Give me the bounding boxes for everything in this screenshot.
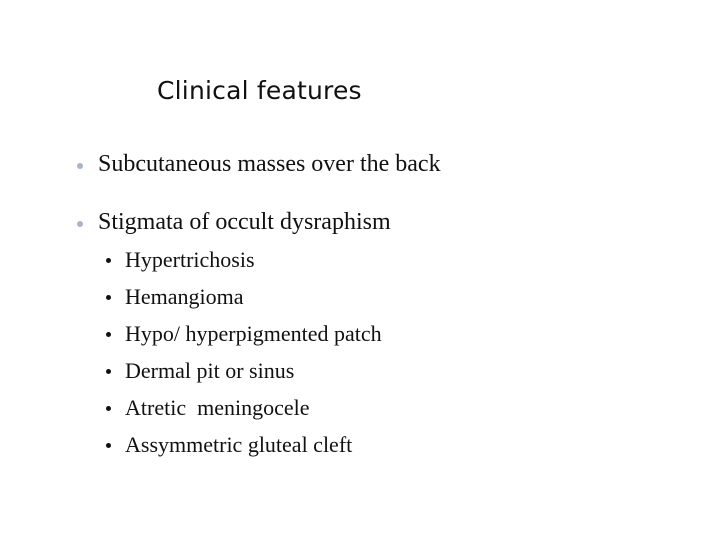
slide-title: Clinical features — [157, 76, 362, 105]
bullet-text: Stigmata of occult dysraphism — [98, 209, 391, 235]
sub-bullet-dot-icon — [106, 295, 111, 300]
sub-bullet-text: Atretic meningocele — [125, 395, 310, 420]
bullet-text: Subcutaneous masses over the back — [98, 151, 441, 177]
sub-bullet-text: Hypo/ hyperpigmented patch — [125, 321, 382, 346]
sub-bullet-text: Dermal pit or sinus — [125, 358, 295, 383]
sub-bullet-dot-icon — [106, 443, 111, 448]
bullet-dot-icon — [77, 221, 83, 227]
sub-bullet-dot-icon — [106, 332, 111, 337]
sub-bullet-dot-icon — [106, 369, 111, 374]
sub-bullet-dot-icon — [106, 258, 111, 263]
sub-bullet-dot-icon — [106, 406, 111, 411]
bullet-dot-icon — [77, 163, 83, 169]
sub-bullet-text: Assymmetric gluteal cleft — [125, 432, 353, 457]
sub-bullet-text: Hemangioma — [125, 284, 244, 309]
sub-bullet-text: Hypertrichosis — [125, 247, 255, 272]
